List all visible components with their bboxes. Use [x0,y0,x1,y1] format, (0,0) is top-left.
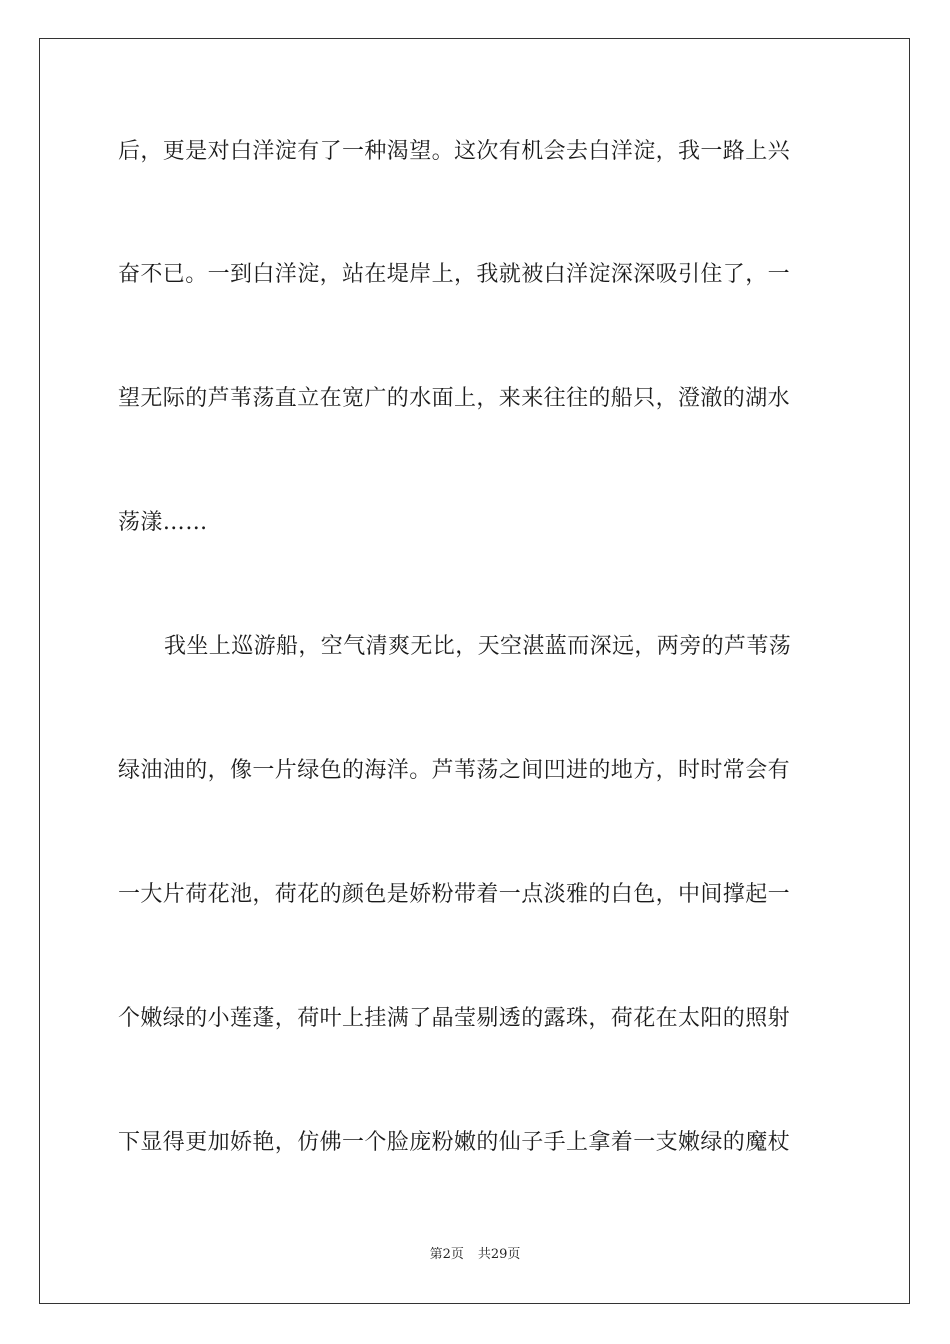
text-line: 下显得更加娇艳，仿佛一个脸庞粉嫩的仙子手上拿着一支嫩绿的魔杖 [118,1130,791,1155]
text-line: 个嫩绿的小莲蓬，荷叶上挂满了晶莹剔透的露珠，荷花在太阳的照射 [118,1006,791,1031]
page-footer [0,1246,950,1264]
text-line: 望无际的芦苇荡直立在宽广的水面上，来来往往的船只，澄澈的湖水 [118,386,791,411]
text-line: 我坐上巡游船，空气清爽无比，天空湛蓝而深远，两旁的芦苇荡 [164,634,792,659]
text-line: 奋不已。一到白洋淀，站在堤岸上，我就被白洋淀深深吸引住了，一 [118,262,791,287]
text-line: 后，更是对白洋淀有了一种渴望。这次有机会去白洋淀，我一路上兴 [118,139,791,164]
page-total: 共29页 [477,1247,521,1262]
text-line: 绿油油的，像一片绿色的海洋。芦苇荡之间凹进的地方，时时常会有 [118,758,791,783]
page-number: 第2页 [429,1247,464,1262]
text-line: 荡漾…… [118,510,208,535]
page-border [39,38,910,1304]
text-line: 一大片荷花池，荷花的颜色是娇粉带着一点淡雅的白色，中间撑起一 [118,882,791,907]
